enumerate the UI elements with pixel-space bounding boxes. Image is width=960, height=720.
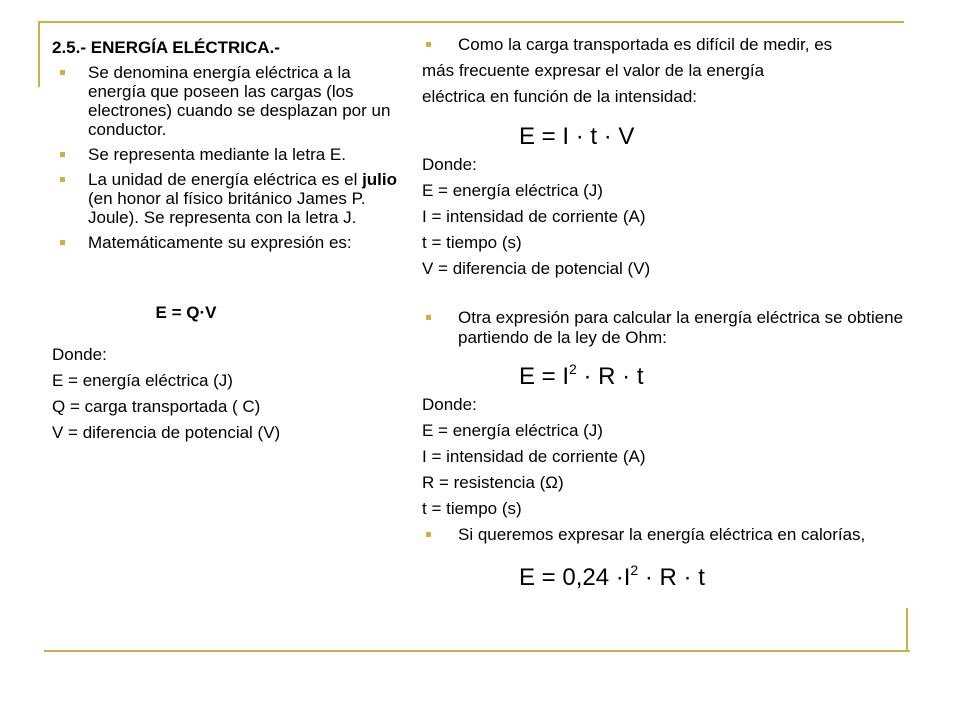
definition-line: E = energía eléctrica (J): [422, 181, 603, 200]
definition-line: t = tiempo (s): [422, 499, 522, 518]
formula-e-itv: E = I · t · V: [519, 123, 635, 150]
unit-text-post: (en honor al físico británico James P. Joule). Se representa con la letra J.: [88, 189, 366, 227]
formula-e-qv: E = Q·V: [155, 303, 217, 322]
bullet-definition: Se denomina energía eléctrica a la energía que poseen las cargas (los electrones) cuando se desplazan por un conductor.: [52, 63, 404, 139]
definition-line: E = energía eléctrica (J): [422, 421, 603, 440]
formula3-exponent: 2: [630, 562, 639, 578]
definition-line: Q = carga transportada ( C): [52, 397, 261, 416]
bottom-rule: [44, 650, 910, 652]
left-column: [52, 38, 404, 446]
definition-line: I = intensidad de corriente (A): [422, 207, 646, 226]
bullet-symbol: Se representa mediante la letra E.: [52, 145, 404, 164]
formula-e-i2rt: [422, 362, 922, 392]
definition-line: V = diferencia de potencial (V): [52, 423, 281, 442]
intro-line: más frecuente expresar el valor de la energía: [422, 61, 765, 80]
intro-line: eléctrica en función de la intensidad:: [422, 87, 698, 106]
section-heading: 2.5.- ENERGÍA ELÉCTRICA.-: [52, 38, 280, 57]
donde-label: Donde:: [52, 345, 107, 364]
formula2-pre: E = I: [519, 363, 570, 390]
formula-e-calorias: [422, 563, 922, 593]
bullet-unit: [52, 170, 404, 227]
definition-line: t = tiempo (s): [422, 233, 522, 252]
bullet-ohm: Otra expresión para calcular la energía eléctrica se obtiene partiendo de la ley de Ohm:: [422, 308, 922, 348]
formula2-exponent: 2: [569, 361, 577, 377]
unit-text-pre: La unidad de energía eléctrica es el: [88, 170, 363, 189]
formula3-post: · R · t: [638, 564, 705, 591]
definition-line: I = intensidad de corriente (A): [422, 447, 646, 466]
donde-label: Donde:: [422, 155, 477, 174]
right-column: [422, 32, 922, 593]
definition-line: E = energía eléctrica (J): [52, 371, 233, 390]
formula3-pre: E = 0,24 ·I: [519, 564, 631, 591]
left-rule: [38, 21, 40, 87]
bullet-calorias: Si queremos expresar la energía eléctrica en calorías,: [422, 525, 922, 545]
unit-bold-word: julio: [362, 170, 398, 189]
donde-label: Donde:: [422, 395, 477, 414]
top-rule: [38, 21, 904, 23]
formula2-post: · R · t: [576, 363, 644, 390]
definition-line: V = diferencia de potencial (V): [422, 259, 651, 278]
definition-line: R = resistencia (Ω): [422, 473, 564, 492]
bullet-intro: Como la carga transportada es difícil de medir, es: [422, 32, 922, 58]
bullet-expression: Matemáticamente su expresión es:: [52, 233, 404, 252]
bottom-right-rule: [906, 608, 908, 652]
